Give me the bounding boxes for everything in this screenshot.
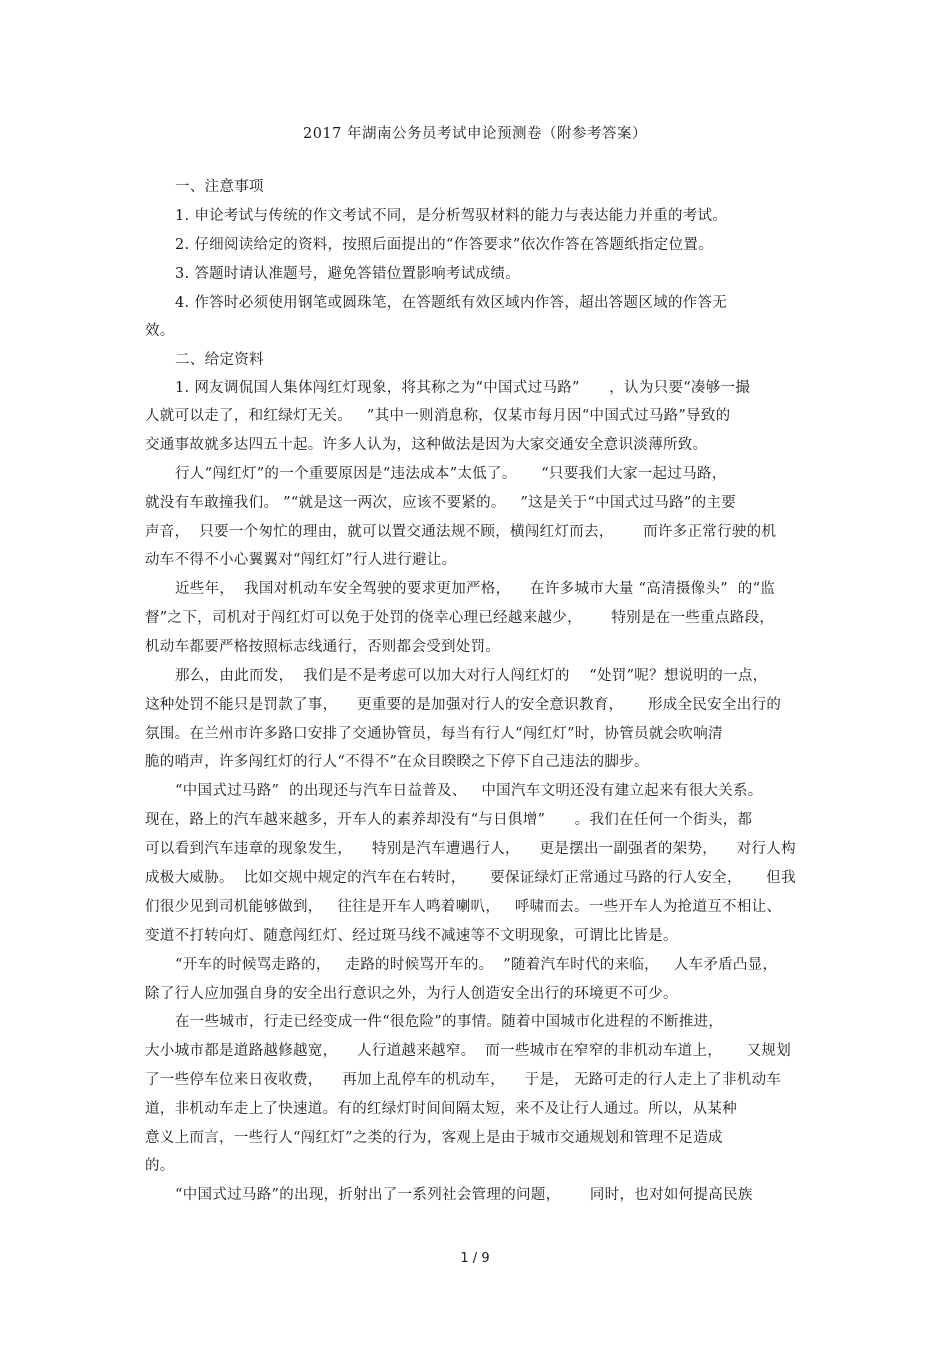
paragraph-line: 机动车都要严格按照标志线通行，否则都会受到处罚。 — [145, 639, 501, 655]
paragraph-line: 大小城市都是道路越修越宽， 人行道越来越窄。 而一些城市在窄窄的非机动车道上， 又规划 — [145, 1043, 791, 1059]
paragraph-line: 的。 — [145, 1158, 175, 1174]
paragraph-line: 可以看到汽车违章的现象发生， 特别是汽车遭遇行人， 更是摆出一副强者的架势， 对行人构 — [145, 841, 796, 857]
paragraph-line: 道，非机动车走上了快速道。有的红绿灯时间间隔太短，来不及让行人通过。所以，从某种 — [145, 1101, 737, 1117]
page-number: 1 / 9 — [460, 1251, 490, 1266]
paragraph-line: 动车不得不小心翼翼对“闯红灯”行人进行避让。 — [145, 552, 457, 568]
paragraph-line: 交通事故就多达四五十起。许多人认为，这种做法是因为大家交通安全意识淡薄所致。 — [145, 437, 708, 453]
text-line: 效。 — [145, 323, 175, 339]
paragraph-line: 近些年， 我国对机动车安全驾驶的要求更加严格， 在许多城市大量 “高清摄像头” 的“监 — [175, 581, 776, 597]
paragraph-line: “中国式过马路”的出现，折射出了一系列社会管理的问题， 同时，也对如何提高民族 — [175, 1187, 753, 1203]
paragraph-line: 成极大威胁。 比如交规中规定的汽车在右转时， 要保证绿灯正常通过马路的行人安全， 但我 — [145, 870, 796, 886]
section-heading: 一、注意事项 — [175, 179, 264, 195]
notice-item: 2. 仔细阅读给定的资料，按照后面提出的“作答要求”依次作答在答题纸指定位置。 — [175, 237, 713, 253]
paragraph-line: 意义上而言，一些行人“闯红灯”之类的行为，客观上是由于城市交通规划和管理不足造成 — [145, 1130, 723, 1146]
paragraph-line: 们很少见到司机能够做到， 往往是开车人鸣着喇叭， 呼啸而去。一些开车人为抢道互不相让、 — [145, 899, 782, 915]
paragraph-line: 声音， 只要一个匆忙的理由，就可以置交通法规不顾，横闯红灯而去， 而许多正常行驶的机 — [145, 524, 777, 540]
section-heading: 二、给定资料 — [175, 352, 264, 368]
paragraph-line: 这种处罚不能只是罚款了事， 更重要的是加强对行人的安全意识教育， 形成全民安全出行的 — [145, 697, 782, 713]
paragraph-line: 变道不打转向灯、随意闯红灯、经过斑马线不减速等不文明现象，可谓比比皆是。 — [145, 928, 678, 944]
paragraph-line: 脆的哨声，许多闯红灯的行人“不得不”在众目睽睽之下停下自己违法的脚步。 — [145, 754, 649, 770]
paragraph-line: 在一些城市，行走已经变成一件“很危险”的事情。随着中国城市化进程的不断推进， — [175, 1014, 724, 1030]
paragraph-line: 了一些停车位来日夜收费， 再加上乱停车的机动车， 于是， 无路可走的行人走上了非机动车 — [145, 1072, 782, 1088]
paragraph-line: 行人“闯红灯”的一个重要原因是“违法成本”太低了。 “只要我们大家一起过马路， — [175, 466, 727, 482]
paragraph-line: 1. 网友调侃国人集体闯红灯现象，将其称之为“中国式过马路” ，认为只要“凑够一撮 — [175, 380, 751, 396]
paragraph-line: 那么，由此而发， 我们是不是考虑可以加大对行人闯红灯的 “处罚”呢？想说明的一点， — [175, 668, 768, 684]
paragraph-line: 现在，路上的汽车越来越多，开车人的素养却没有“与日俱增” 。我们在任何一个街头，都 — [145, 812, 753, 828]
paragraph-line: 就没有车敢撞我们。 ”“就是这一两次，应该不要紧的。 ”这是关于“中国式过马路”的主要 — [145, 495, 736, 511]
paragraph-line: “中国式过马路” 的出现还与汽车日益普及、 中国汽车文明还没有建立起来有很大关系。 — [175, 783, 763, 799]
document-title: 2017 年湖南公务员考试申论预测卷（附参考答案） — [302, 126, 647, 142]
paragraph-line: 督”之下，司机对于闯红灯可以免于处罚的侥幸心理已经越来越少， 特别是在一些重点路段， — [145, 610, 775, 626]
paragraph-line: 人就可以走了，和红绿灯无关。 ”其中一则消息称，仅某市每月因“中国式过马路”导致的 — [145, 408, 731, 424]
paragraph-line: 除了行人应加强自身的安全出行意识之外，为行人创造安全出行的环境更不可少。 — [145, 986, 678, 1002]
paragraph-line: “开车的时候骂走路的， 走路的时候骂开车的。 ”随着汽车时代的来临， 人车矛盾凸显， — [175, 957, 778, 973]
notice-item: 4. 作答时必须使用钢笔或圆珠笔，在答题纸有效区域内作答，超出答题区域的作答无 — [175, 295, 728, 311]
paragraph-line: 氛围。在兰州市许多路口安排了交通协管员，每当有行人“闯红灯”时，协管员就会吹响清 — [145, 726, 723, 742]
notice-item: 1. 申论考试与传统的作文考试不同，是分析驾驭材料的能力与表达能力并重的考试。 — [175, 208, 728, 224]
notice-item: 3. 答题时请认准题号，避免答错位置影响考试成绩。 — [175, 266, 520, 282]
